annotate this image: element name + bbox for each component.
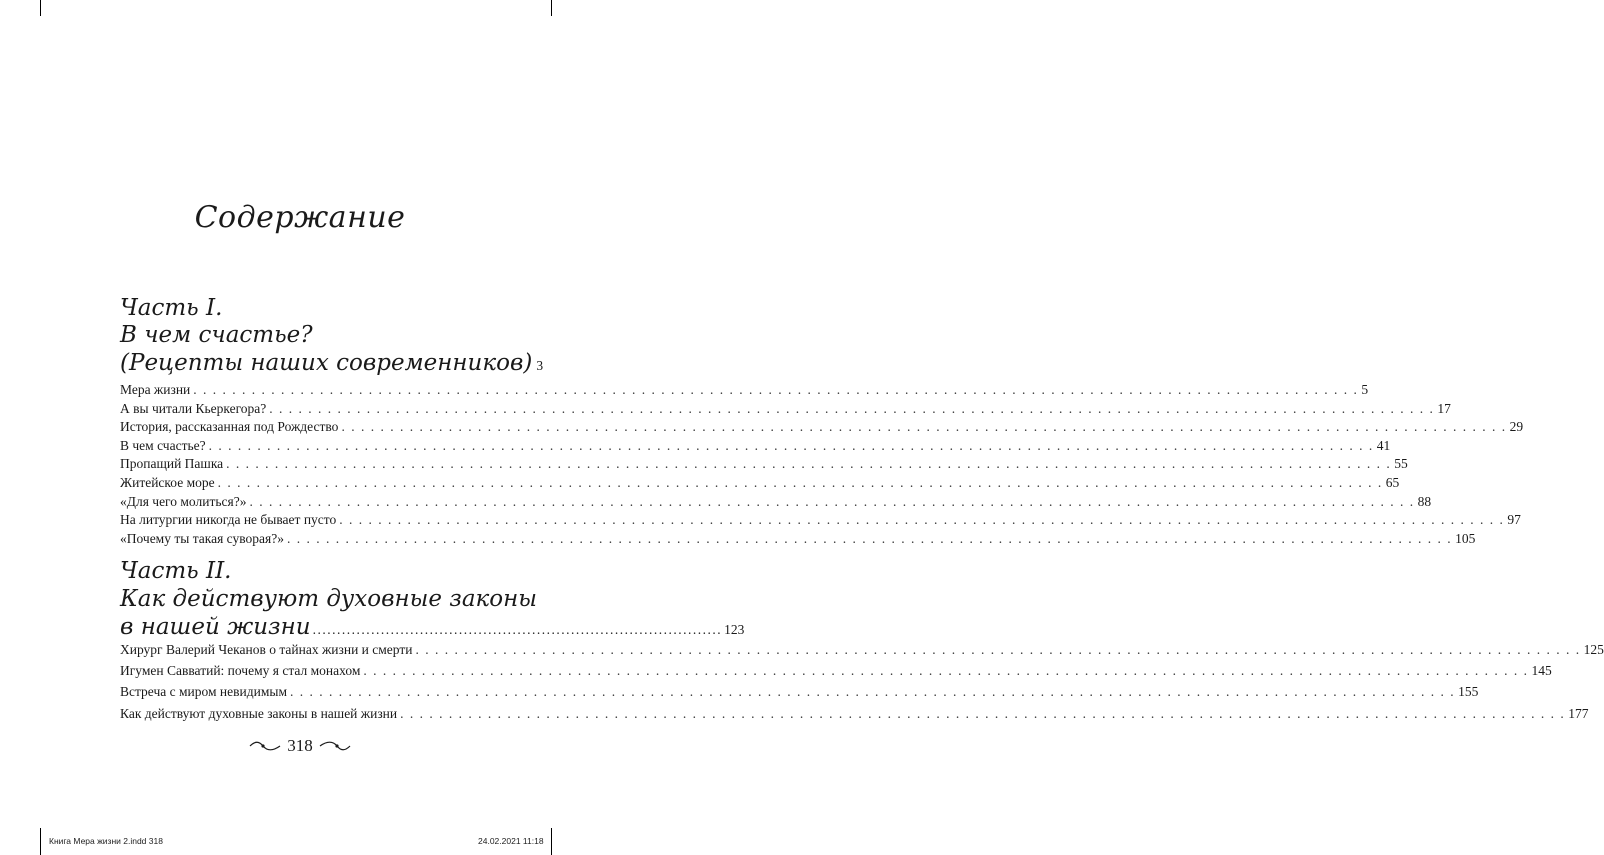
part1-heading-page: 3	[536, 358, 544, 373]
leader-dots: . . . . . . . . . . . . . . . . . . . . . . . . . . . . . . . . . . . . . . . . . . . . . . . . . . . . . . . . . . . . . . . . . . . . . . . . . . . . . . . . . . . . . . . . . . . . . . . . . . . . . . . . . . . . . . . . . . . . . . . .	[289, 684, 1456, 700]
toc-entry-page: 17	[1437, 400, 1451, 416]
right-flourish-icon	[319, 741, 351, 751]
toc-entry-title: Встреча с миром невидимым	[120, 684, 287, 700]
leader-dots: . . . . . . . . . . . . . . . . . . . . . . . . . . . . . . . . . . . . . . . . . . . . . . . . . . . . . . . . . . . . . . . . . . . . . . . . . . . . . . . . . . . . . . . . . . . . . . . . . . . . . . . . . . . . . . . . . . . . . . . .	[226, 456, 1392, 472]
toc-entry-title: Игумен Савватий: почему я стал монахом	[120, 663, 361, 679]
toc-entry-title: «Для чего молиться?»	[120, 493, 247, 509]
toc-entry-page: 5	[1361, 382, 1369, 397]
crop-mark	[40, 0, 41, 16]
toc-entry-page: 145	[1531, 663, 1552, 679]
toc-entry-title: Хирург Валерий Чеканов о тайнах жизни и смерти	[120, 642, 413, 657]
toc-entry[interactable]	[120, 530, 1476, 548]
crop-mark	[551, 0, 552, 16]
toc-entry-page: 155	[1458, 684, 1479, 700]
part1-heading: (Рецепты наших современников)	[120, 350, 533, 376]
toc-entry-title: История, рассказанная под Рождество	[120, 419, 339, 435]
toc-entry[interactable]	[120, 418, 1524, 436]
leader-dots: . . . . . . . . . . . . . . . . . . . . . . . . . . . . . . . . . . . . . . . . . . . . . . . . . . . . . . . . . . . . . . . . . . . . . . . . . . . . . . . . . . . . . . . . . . . . . . . . . . . . . . . . . . . . . . . . . . . . . . . .	[341, 419, 1507, 435]
leader-dots: ....................................................................................	[312, 622, 723, 637]
toc-entry[interactable]	[120, 400, 1451, 418]
left-flourish-icon	[249, 741, 281, 751]
toc-entry[interactable]	[120, 683, 1479, 701]
toc-entry-page: 41	[1376, 437, 1391, 453]
part1-heading-row[interactable]	[120, 350, 544, 376]
leader-dots: . . . . . . . . . . . . . . . . . . . . . . . . . . . . . . . . . . . . . . . . . . . . . . . . . . . . . . . . . . . . . . . . . . . . . . . . . . . . . . . . . . . . . . . . . . . . . . . . . . . . . . . . . . . . . . . . . . . . . . . .	[363, 663, 1529, 679]
leader-dots: . . . . . . . . . . . . . . . . . . . . . . . . . . . . . . . . . . . . . . . . . . . . . . . . . . . . . . . . . . . . . . . . . . . . . . . . . . . . . . . . . . . . . . . . . . . . . . . . . . . . . . . . . . . . . . . . . . . . . . . .	[415, 642, 1581, 657]
toc-entry-title: Как действуют духовные законы в нашей жизни	[120, 705, 398, 721]
page-title: Содержание	[194, 200, 406, 235]
part2-heading-page: 123	[724, 622, 745, 637]
toc-entry[interactable]	[120, 474, 1400, 492]
part1-subtitle: В чем счастье?	[120, 322, 313, 348]
leader-dots: . . . . . . . . . . . . . . . . . . . . . . . . . . . . . . . . . . . . . . . . . . . . . . . . . . . . . . . . . . . . . . . . . . . . . . . . . . . . . . . . . . . . . . . . . . . . . . . . . . . . . . . . . . . . . . . . . . . . . . . .	[193, 382, 1359, 397]
toc-entry[interactable]	[120, 705, 1589, 723]
toc-entry[interactable]	[120, 381, 1369, 399]
toc-entry[interactable]	[120, 493, 1432, 511]
crop-mark	[40, 828, 41, 855]
footer-filename: Книга Мера жизни 2.indd 318	[49, 836, 163, 846]
footer-timestamp: 24.02.2021 11:18	[478, 836, 544, 846]
toc-entry[interactable]	[120, 455, 1408, 473]
part2-label: Часть II.	[120, 558, 232, 584]
leader-dots: . . . . . . . . . . . . . . . . . . . . . . . . . . . . . . . . . . . . . . . . . . . . . . . . . . . . . . . . . . . . . . . . . . . . . . . . . . . . . . . . . . . . . . . . . . . . . . . . . . . . . . . . . . . . . . . . . . . . . . . .	[339, 512, 1505, 528]
toc-entry-page: 88	[1417, 493, 1432, 509]
toc-entry-page: 55	[1394, 456, 1408, 472]
leader-dots: . . . . . . . . . . . . . . . . . . . . . . . . . . . . . . . . . . . . . . . . . . . . . . . . . . . . . . . . . . . . . . . . . . . . . . . . . . . . . . . . . . . . . . . . . . . . . . . . . . . . . . . . . . . . . . . . . . . . . . . .	[217, 475, 1383, 490]
toc-entry[interactable]	[120, 641, 1604, 659]
toc-entry-page: 97	[1507, 512, 1521, 528]
toc-entry-title: В чем счастье?	[120, 437, 206, 453]
toc-entry-page: 177	[1568, 705, 1589, 721]
part2-heading: в нашей жизни	[120, 614, 311, 640]
crop-mark	[551, 828, 552, 855]
folio-number: 318	[287, 736, 313, 755]
toc-entry-page: 65	[1385, 475, 1400, 490]
toc-entry-title: Житейское море	[120, 475, 215, 490]
part1-label: Часть I.	[120, 295, 223, 321]
part2-subtitle: Как действуют духовные законы	[120, 586, 537, 612]
toc-entry[interactable]	[120, 511, 1521, 529]
toc-entry[interactable]	[120, 662, 1552, 680]
leader-dots: . . . . . . . . . . . . . . . . . . . . . . . . . . . . . . . . . . . . . . . . . . . . . . . . . . . . . . . . . . . . . . . . . . . . . . . . . . . . . . . . . . . . . . . . . . . . . . . . . . . . . . . . . . . . . . . . . . . . . . . .	[400, 705, 1566, 721]
page-number	[0, 736, 600, 756]
toc-entry-title: Пропащий Пашка	[120, 456, 224, 472]
part2-heading-row[interactable]	[120, 614, 745, 640]
toc-entry-title: «Почему ты такая суворая?»	[120, 530, 284, 546]
toc-entry[interactable]	[120, 437, 1391, 455]
toc-entry-page: 105	[1455, 530, 1476, 546]
leader-dots: . . . . . . . . . . . . . . . . . . . . . . . . . . . . . . . . . . . . . . . . . . . . . . . . . . . . . . . . . . . . . . . . . . . . . . . . . . . . . . . . . . . . . . . . . . . . . . . . . . . . . . . . . . . . . . . . . . . . . . . .	[249, 493, 1415, 509]
leader-dots: . . . . . . . . . . . . . . . . . . . . . . . . . . . . . . . . . . . . . . . . . . . . . . . . . . . . . . . . . . . . . . . . . . . . . . . . . . . . . . . . . . . . . . . . . . . . . . . . . . . . . . . . . . . . . . . . . . . . . . . .	[286, 530, 1453, 546]
toc-entry-title: А вы читали Кьеркегора?	[120, 400, 267, 416]
toc-entry-title: Мера жизни	[120, 382, 191, 397]
toc-entry-title: На литургии никогда не бывает пусто	[120, 512, 337, 528]
toc-entry-page: 125	[1583, 642, 1604, 657]
leader-dots: . . . . . . . . . . . . . . . . . . . . . . . . . . . . . . . . . . . . . . . . . . . . . . . . . . . . . . . . . . . . . . . . . . . . . . . . . . . . . . . . . . . . . . . . . . . . . . . . . . . . . . . . . . . . . . . . . . . . . . . .	[208, 437, 1374, 453]
leader-dots: . . . . . . . . . . . . . . . . . . . . . . . . . . . . . . . . . . . . . . . . . . . . . . . . . . . . . . . . . . . . . . . . . . . . . . . . . . . . . . . . . . . . . . . . . . . . . . . . . . . . . . . . . . . . . . . . . . . . . . . .	[269, 400, 1435, 416]
toc-entry-page: 29	[1509, 419, 1524, 435]
